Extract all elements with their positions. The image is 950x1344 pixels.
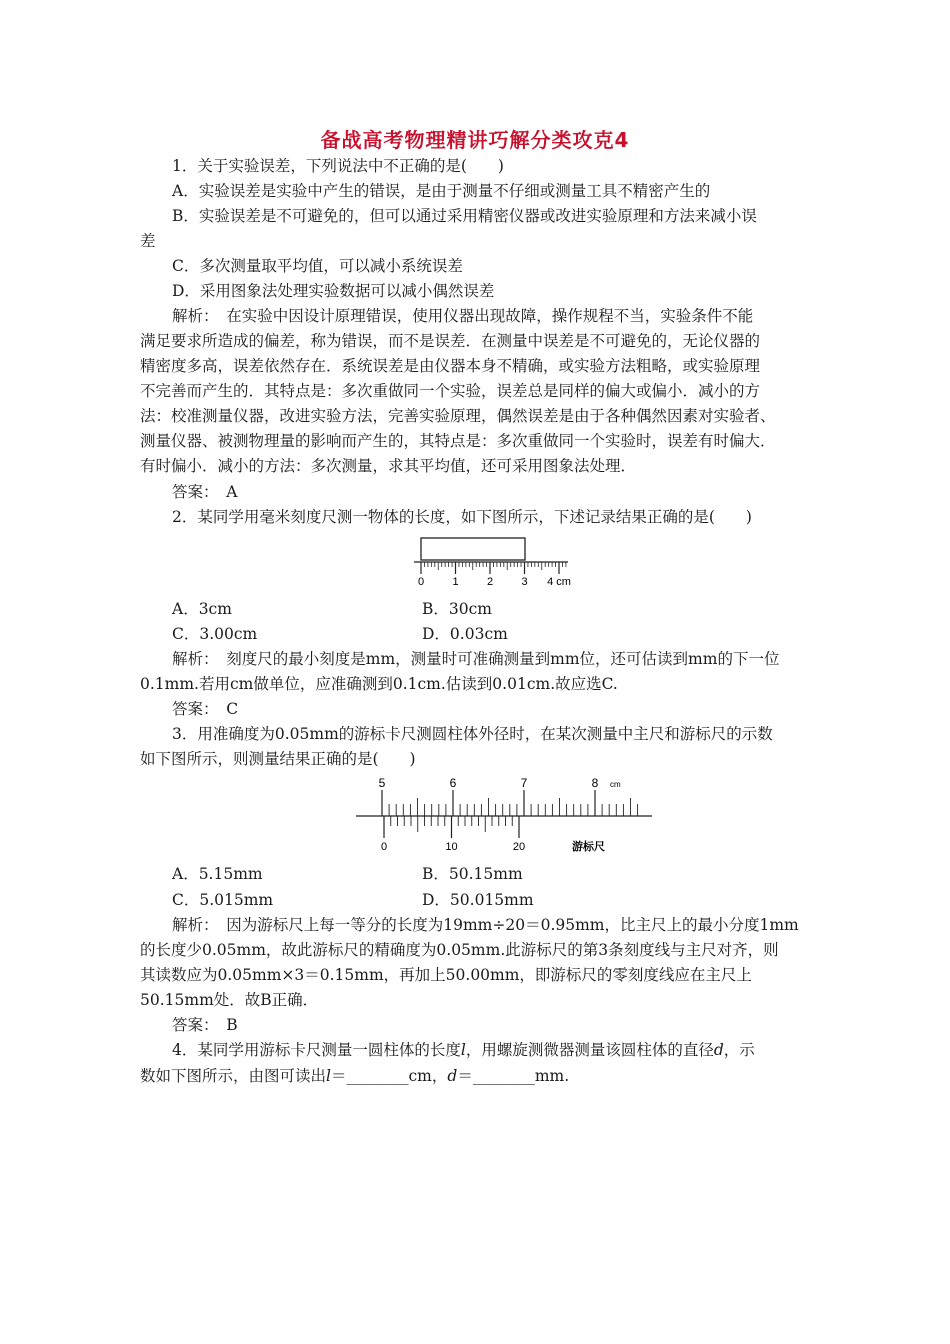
page-title: 备战高考物理精讲巧解分类攻克4 — [320, 128, 630, 152]
q3-option-c: C．5.015mm — [172, 891, 274, 909]
ruler-label: 1 — [452, 576, 459, 588]
q4-variable-d: d — [447, 1067, 458, 1085]
vernier-caliper-figure — [354, 774, 654, 856]
vernier-label: 0 — [380, 841, 388, 853]
q1-stem: 1．关于实验误差，下列说法中不正确的是( ) — [172, 157, 504, 175]
q2-analysis-line: 0.1mm.若用cm做单位，应准确测到0.1cm.估读到0.01cm.故应选C. — [140, 675, 618, 693]
q3-analysis-line: 的长度少0.05mm，故此游标尺的精确度为0.05mm.此游标尺的第3条刻度线与主尺对齐，则 — [140, 941, 779, 959]
q2-option-b: B．30cm — [422, 600, 492, 618]
q2-analysis-line: 解析： 刻度尺的最小刻度是mm，测量时可准确测量到mm位，还可估读到mm的下一位 — [172, 650, 780, 668]
q3-analysis-line: 其读数应为0.05mm×3＝0.15mm，再加上50.00mm，即游标尺的零刻度线应在主尺上 — [140, 966, 752, 984]
q4-text: ，示 — [723, 1041, 755, 1059]
q4-text: 数如下图所示，由图可读出 — [140, 1067, 327, 1085]
q4-text: 4．某同学用游标卡尺测量一圆柱体的长度 — [172, 1041, 461, 1059]
q1-analysis-line: 测量仪器、被测物理量的影响而产生的，其特点是：多次重做同一个实验时，误差有时偏大． — [140, 432, 776, 450]
q1-analysis-line: 不完善而产生的．其特点是：多次重做同一个实验，误差总是同样的偏大或偏小．减小的方 — [140, 382, 761, 400]
q4-variable-l: l — [460, 1041, 466, 1059]
q3-option-b: B．50.15mm — [422, 865, 523, 883]
q4-blank-d: ＝________mm. — [457, 1067, 570, 1085]
q4-variable-d: d — [713, 1041, 724, 1059]
q1-option-a: A．实验误差是实验中产生的错误，是由于测量不仔细或测量工具不精密产生的 — [172, 182, 711, 200]
q4-stem — [172, 1040, 755, 1060]
q1-option-d: D．采用图象法处理实验数据可以减小偶然误差 — [172, 282, 495, 300]
q2-answer: 答案： C — [172, 700, 239, 718]
q2-option-a: A．3cm — [172, 600, 232, 618]
q3-option-a: A．5.15mm — [172, 865, 263, 883]
main-scale-unit: cm — [610, 780, 621, 789]
q4-stem-cont — [140, 1066, 569, 1086]
q2-option-c: C．3.00cm — [172, 625, 258, 643]
q3-stem-cont: 如下图所示，则测量结果正确的是( ) — [140, 750, 416, 768]
q1-analysis-line: 精密度多高，误差依然存在．系统误差是由仪器本身不精确，或实验方法粗略，或实验原理 — [140, 357, 761, 375]
vernier-scale-ticks — [384, 816, 519, 838]
q1-analysis-line: 有时偏小．减小的方法：多次测量，求其平均值，还可采用图象法处理． — [140, 457, 637, 475]
vernier-label: 20 — [512, 841, 526, 853]
vernier-name: 游标尺 — [572, 841, 605, 853]
q3-analysis-line: 解析： 因为游标尺上每一等分的长度为19mm÷20＝0.95mm，比主尺上的最小分度1mm — [172, 916, 799, 934]
q4-blank-l: ＝________cm， — [330, 1067, 448, 1085]
ruler-label: 4 cm — [547, 576, 571, 588]
q3-answer: 答案： B — [172, 1016, 238, 1034]
q2-stem: 2．某同学用毫米刻度尺测一物体的长度，如下图所示，下述记录结果正确的是( ) — [172, 508, 752, 526]
ruler-figure — [410, 536, 580, 592]
main-scale-label: 8 — [591, 776, 599, 790]
q1-answer: 答案： A — [172, 483, 238, 501]
main-scale-label: 6 — [449, 776, 457, 790]
q1-option-c: C．多次测量取平均值，可以减小系统误差 — [172, 257, 463, 275]
ruler-label: 3 — [521, 576, 528, 588]
ruler-label: 2 — [486, 576, 494, 588]
q3-option-d: D．50.015mm — [422, 891, 534, 909]
vernier-label: 10 — [445, 841, 458, 853]
q1-option-b-cont: 差 — [140, 232, 156, 250]
q2-option-d: D．0.03cm — [422, 625, 508, 643]
q4-text: ，用螺旋测微器测量该圆柱体的直径 — [465, 1041, 714, 1059]
q4-variable-l: l — [326, 1067, 331, 1085]
main-scale-label: 7 — [520, 776, 528, 790]
measured-object — [421, 538, 525, 560]
ruler-label: 0 — [417, 576, 425, 588]
main-scale-ticks — [382, 790, 638, 816]
q1-analysis-line: 满足要求所造成的偏差，称为错误，而不是误差．在测量中误差是不可避免的，无论仪器的 — [140, 332, 761, 350]
q3-analysis-line: 50.15mm处．故B正确． — [140, 991, 319, 1009]
q1-analysis-line: 法：校准测量仪器，改进实验方法，完善实验原理，偶然误差是由于各种偶然因素对实验者、 — [140, 407, 776, 425]
main-scale-label: 5 — [378, 776, 386, 790]
ruler-ticks — [421, 562, 566, 574]
q1-analysis-line: 解析： 在实验中因设计原理错误，使用仪器出现故障，操作规程不当，实验条件不能 — [172, 307, 754, 325]
q3-stem: 3．用准确度为0.05mm的游标卡尺测圆柱体外径时，在某次测量中主尺和游标尺的示数 — [172, 725, 773, 743]
q1-option-b: B．实验误差是不可避免的，但可以通过采用精密仪器或改进实验原理和方法来减小误 — [172, 207, 757, 225]
